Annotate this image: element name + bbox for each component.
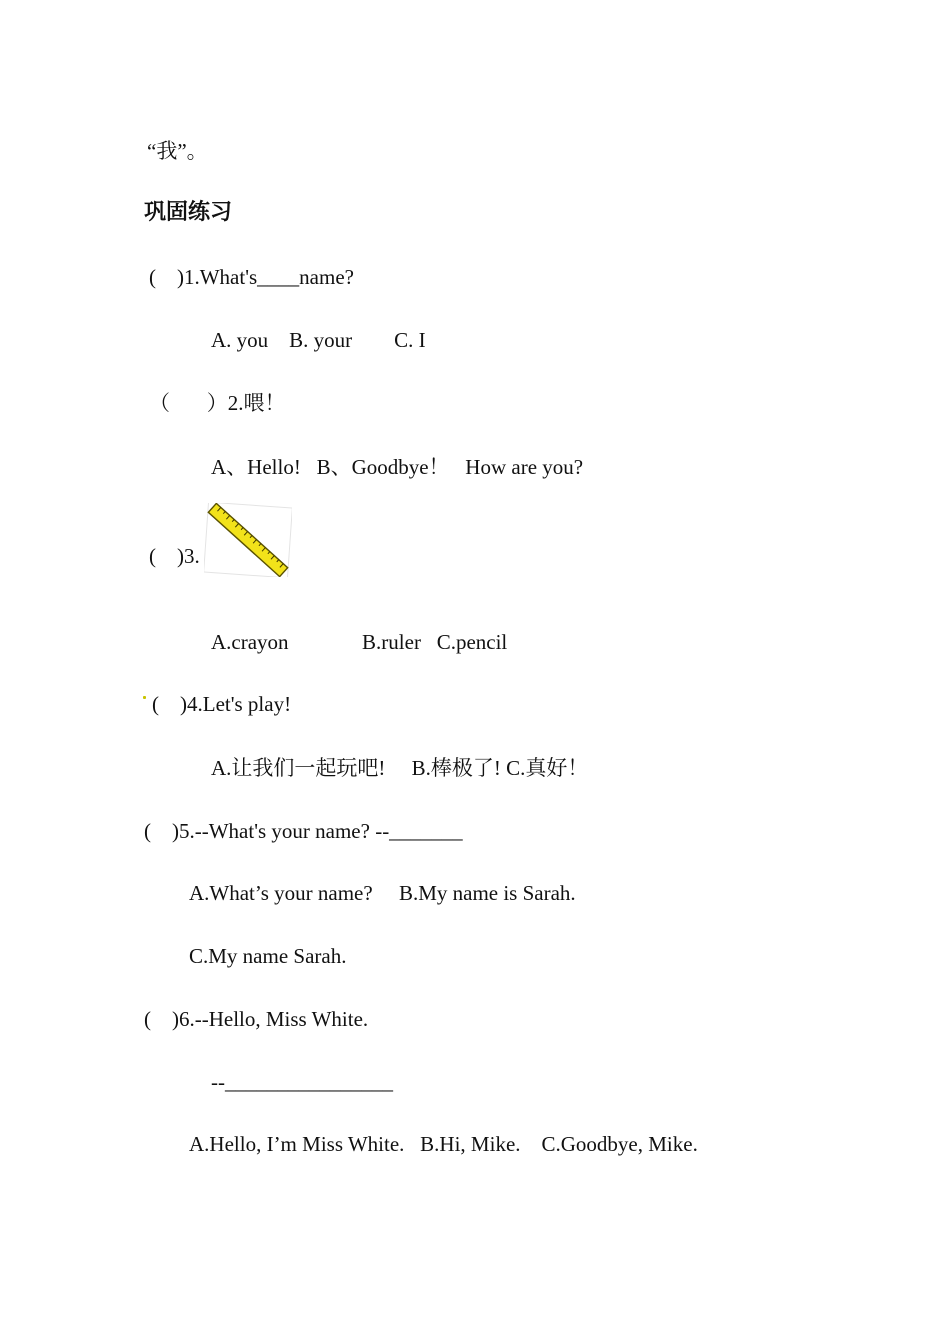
speck-mark	[143, 696, 146, 699]
question-1-options: A. you B. your C. I	[211, 328, 426, 352]
intro-fragment: “我”。	[147, 139, 208, 163]
question-4-stem: ( )4.Let's play!	[152, 692, 292, 716]
question-5-option-c: C.My name Sarah.	[189, 944, 347, 968]
section-title: 巩固练习	[144, 200, 233, 225]
question-4-options: A.让我们一起玩吧! B.棒极了! C.真好！	[211, 756, 589, 780]
question-3-options: A.crayon B.ruler C.pencil	[211, 630, 508, 654]
question-5-stem: ( )5.--What's your name? --_______	[144, 819, 463, 843]
ruler-image	[204, 503, 292, 577]
question-2-stem: （ ）2.喂！	[149, 391, 286, 415]
question-1-stem: ( )1.What's____name?	[149, 265, 354, 289]
question-3-stem: ( )3.	[149, 544, 200, 568]
question-5-options-ab: A.What’s your name? B.My name is Sarah.	[189, 881, 576, 905]
question-6-stem: ( )6.--Hello, Miss White.	[144, 1007, 369, 1031]
question-2-options: A、Hello! B、Goodbye！ How are you?	[211, 455, 584, 479]
question-6-options: A.Hello, I’m Miss White. B.Hi, Mike. C.Goodbye, Mike.	[189, 1132, 698, 1156]
question-6-answer-blank: --________________	[211, 1070, 393, 1094]
